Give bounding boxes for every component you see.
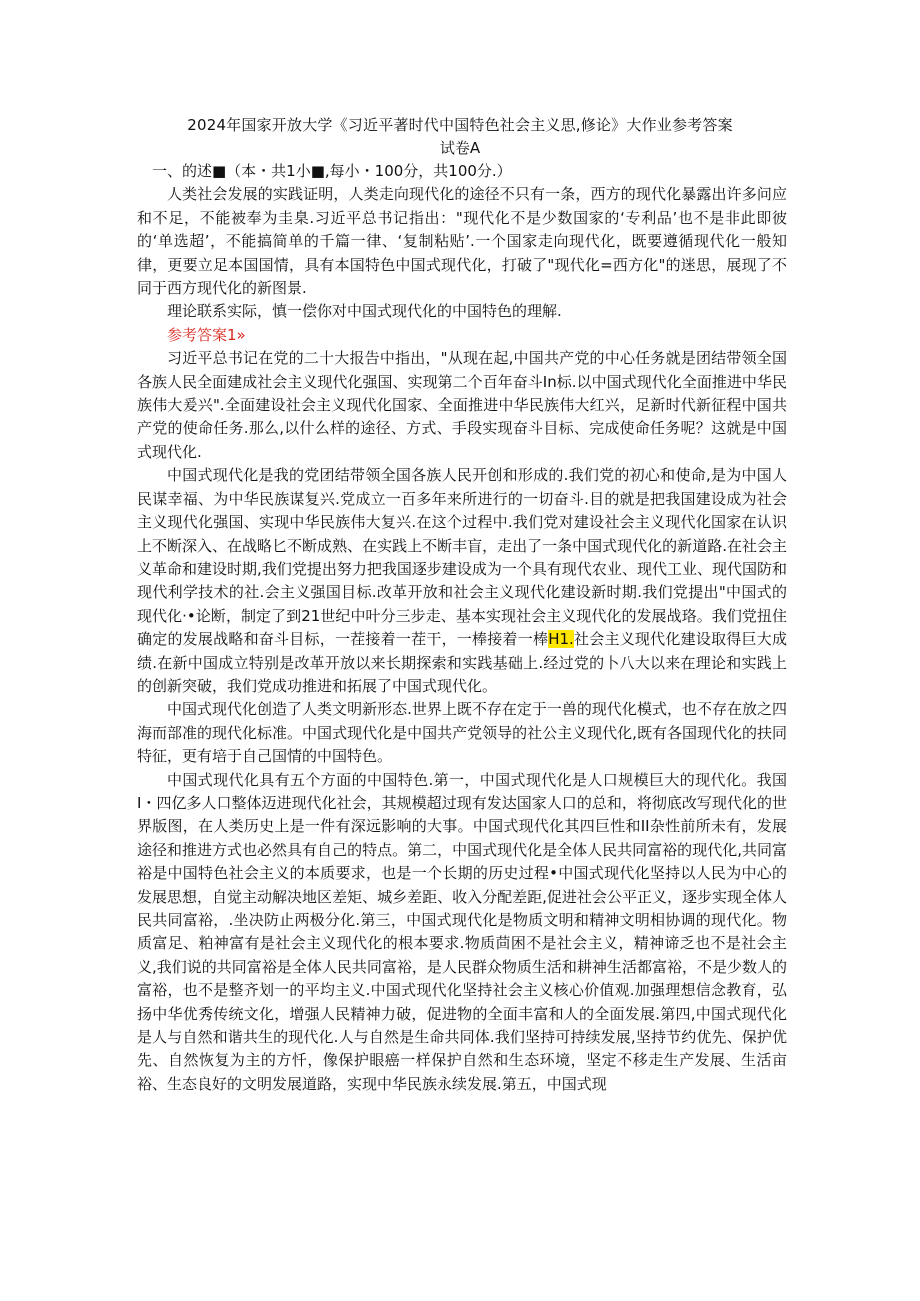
answer-paragraph-3: 中国式现代化创造了人类文明新形态.世界上既不存在定于一兽的现代化模式，也不存在放之四海而部准的现代化标准。中国式现代化是中国共产党领导的社公主义现代化,既有各国现代化的扶同特征，更有培于自己国情的中国特色。 xyxy=(137,700,787,766)
section-heading: 一、的述■（本・共1小■,每小・100分，共100分.） xyxy=(152,162,512,180)
answer-paragraph-2 xyxy=(137,464,787,698)
answer-paragraph-2-text-b: 社会主义现代化建设取得巨大成绩.在新中国成立特别是改革开放以来长期探索和实践基础上.经过党的卜八大以来在理论和实践上的创新突破，我们党成功推进和拓展了中国式现代化。 xyxy=(137,630,787,695)
document-subtitle: 试卷A xyxy=(439,139,481,157)
answer-paragraph-4: 中国式现代化具有五个方面的中国特色.第一，中国式现代化是人口规模巨大的现代化。我国I・四亿多人口整体迈进现代化社会，其规模超过现有发达国家人口的总和，将彻底改写现代化的世界版图，在人类历史上是一件有深远影响的大事。中国式现代化其四巨性和II杂性前所未有，发展途径和推进方式也必然具有自己的特点。第二，中国式现代化是全体人民共同富裕的现代化,共同富裕是中国特色社会主义的本质要求，也是一个长期的历史过程•中国式现代化坚持以人民为中心的发展思想，自觉主动解决地区差矩、城乡差距、收入分配差距,促进社会公平正义，逐步实现全体人民共同富裕，.坐决防止两极分化.第三，中国式现代化是物质文明和精神文明相协调的现代化。物质富足、粕神富有是社会主义现代化的根本要求.物质茴困不是社会主义，精神谛乏也不是社会主义,我们说的共同富裕是全体人民共同富裕，是人民群众物质生活和耕神生活都富裕，不是少数人的富裕，也不是整齐划一的平均主义.中国式现代化坚持社会主义核心价值观.加强理想信念教育，弘扬中华优秀传统文化，增强人民精神力破，促进物的全面丰富和人的全面发展.第四,中国式现代化是人与自然和谐共生的现代化.人与自然是生命共同体.我们坚持可持续发展,坚持节约优先、保护优先、自然恢复为主的方忏，像保护眼癌一样保护自然和生态环境，坚定不移走生产发展、生活亩裕、生态良好的文明发展道路，实现中华民族永续发展.第五，中国式现 xyxy=(137,770,787,1093)
answer-label: 参考答案1» xyxy=(167,325,246,344)
answer-paragraph-1: 习近平总书记在党的二十大报告中指出，"从现在起,中国共产党的中心任务就是团结带领全国各族人民全面建成社会主义现代化强国、实现第二个百年奋斗In标.以中国式现代化全面推进中华民族伟大爰兴".全面建设社会主义现代化国家、全面推进中华民族伟大红兴，足新时代新征程中国共产党的使命任务.那么,以什么样的途径、方式、手段实现奋斗目标、完成使命任务呢？这就是中国式现代化. xyxy=(137,349,787,461)
question-paragraph-2: 理论联系实际，慎一偿你对中国式现代化的中国特色的理解. xyxy=(167,302,562,321)
question-paragraph-1: 人类社会发展的实践证明，人类走向现代化的途径不只有一条，西方的现代化暴露出许多问应和不足，不能被奉为圭臬.习近平总书记指出："现代化不是少数国家的‘专利品’也不是非此即彼的‘单选超’，不能搞简单的千篇一律、‘复制粘贴’.一个国家走向现代化，既要遵循现代化一般知律，更要立足本国国情，具有本国特色中国式现代化，打破了"现代化=西方化"的迷思，展现了不同于西方现代化的新图景. xyxy=(137,185,787,298)
document-body xyxy=(137,160,787,1096)
document-title: 2024年国家开放大学《习近平著时代中国特色社会主义思,修论》大作业参考答案 xyxy=(187,116,733,134)
highlighted-text: H1. xyxy=(548,630,574,649)
answer-paragraph-2-text-a: 中国式现代化是我的党团结带领全国各族人民开创和形成的.我们党的初心和使命,是为中国人民谋幸福、为中华民族谋复兴.党成立一百多年来所进行的一切奋斗.目的就是把我国建设成为社会主义现代化强国、实现中华民族伟大复兴.在这个过程中.我们党对建设社会主义现代化国家在认识上不断深入、在战略匕不断成熟、在实践上不断丰盲，走出了一条中国式现代化的新道路.在社会主义革命和建设时期,我们党提出努力把我国逐步建设成为一个具有现代农业、现代工业、现代国防和现代利学技术的社.会主义强国目标.改革开放和社会主义现代化建设新时期.我们党提出"中国式的现代化·•论断，制定了到21世纪中叶分三步走、基本实现社会主义现代化的发展战珞。我们党扭住确定的发展战略和奋斗目标，一茬接着一茬干，一棒接着一棒 xyxy=(137,466,787,649)
